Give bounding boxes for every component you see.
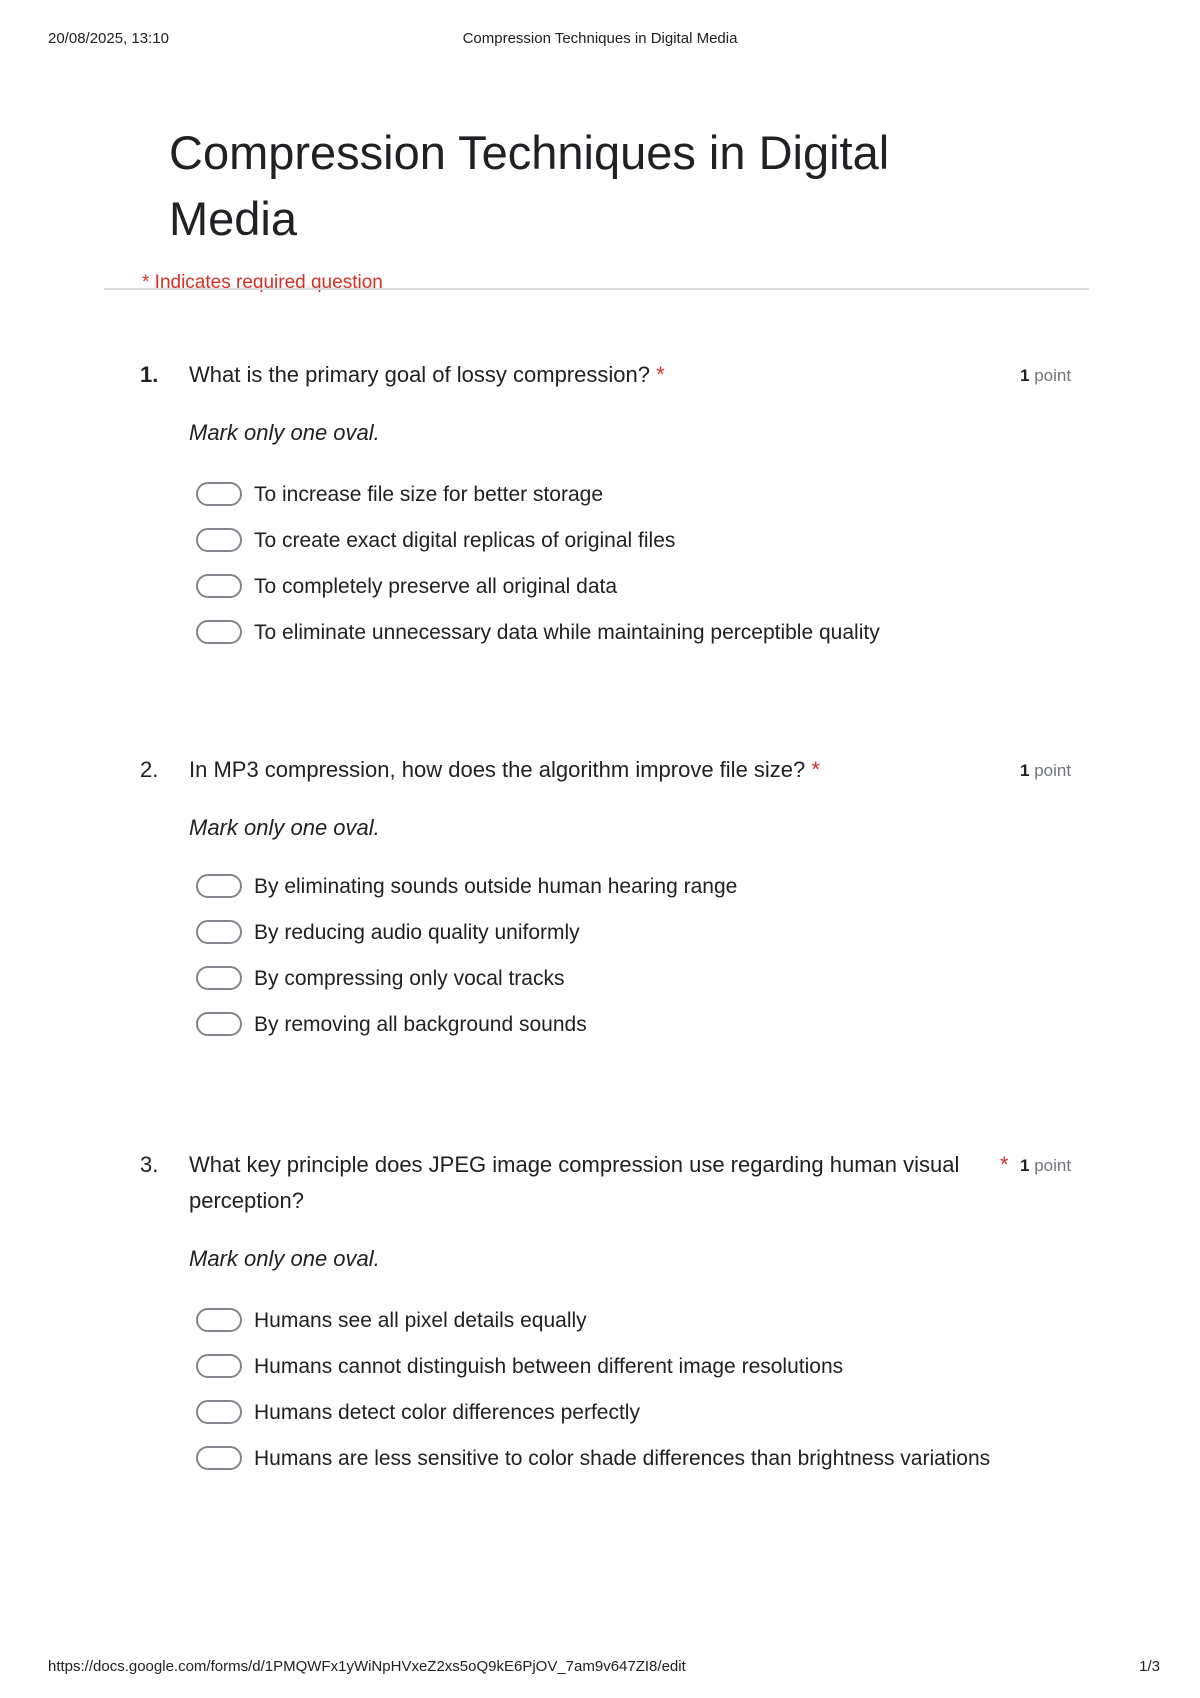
points-unit: point: [1034, 761, 1072, 780]
radio-oval[interactable]: [196, 1446, 242, 1470]
print-datetime: 20/08/2025, 13:10: [48, 30, 169, 47]
option-label: Humans cannot distinguish between different image resolutions: [254, 1355, 844, 1378]
option-label: Humans see all pixel details equally: [254, 1309, 587, 1332]
instruction-text: Mark only one oval.: [189, 420, 380, 445]
print-doc-title: Compression Techniques in Digital Media: [462, 30, 738, 47]
radio-oval[interactable]: [196, 1308, 242, 1332]
option-label: By compressing only vocal tracks: [254, 967, 565, 990]
radio-oval[interactable]: [196, 528, 242, 552]
option-label: By eliminating sounds outside human hearing range: [254, 875, 738, 898]
question-text-label: In MP3 compression, how does the algorithm improve file size?: [189, 757, 806, 782]
form-title: Compression Techniques in Digital Media: [169, 126, 890, 245]
required-asterisk: *: [811, 757, 820, 782]
radio-oval[interactable]: [196, 574, 242, 598]
question-text-label: What is the primary goal of lossy compression?: [189, 362, 650, 387]
question-text: [189, 752, 984, 788]
required-question-note: * Indicates required question: [142, 272, 383, 293]
option-label: Humans are less sensitive to color shade differences than brightness variations: [254, 1447, 991, 1470]
option-label: Humans detect color differences perfectly: [254, 1401, 640, 1424]
points-badge: [1020, 757, 1071, 785]
question-text: What key principle does JPEG image compression use regarding human visual perception?: [189, 1152, 960, 1213]
option-label: By removing all background sounds: [254, 1013, 587, 1036]
option-label: To completely preserve all original data: [254, 575, 618, 598]
radio-oval[interactable]: [196, 1012, 242, 1036]
question-number: 2.: [140, 757, 159, 782]
question-text: [189, 357, 984, 393]
required-asterisk: *: [1000, 1152, 1009, 1177]
points-unit: point: [1034, 366, 1072, 385]
instruction-text: Mark only one oval.: [189, 1246, 380, 1271]
print-header: [0, 30, 1200, 50]
option-label: By reducing audio quality uniformly: [254, 921, 580, 944]
required-asterisk: *: [656, 362, 665, 387]
instruction-text: Mark only one oval.: [189, 815, 380, 840]
title-divider: [104, 288, 1089, 290]
option-label: To increase file size for better storage: [254, 483, 604, 506]
points-unit: point: [1034, 1156, 1072, 1175]
question-number: 3.: [140, 1152, 159, 1177]
points-badge: [1020, 1152, 1071, 1180]
option-label: To create exact digital replicas of original files: [254, 529, 676, 552]
points-badge: [1020, 362, 1071, 390]
radio-oval[interactable]: [196, 966, 242, 990]
radio-oval[interactable]: [196, 482, 242, 506]
question-number: 1.: [140, 362, 159, 387]
radio-oval[interactable]: [196, 874, 242, 898]
radio-oval[interactable]: [196, 620, 242, 644]
option-label: To eliminate unnecessary data while maintaining perceptible quality: [254, 621, 880, 644]
points-value: 1: [1020, 1156, 1030, 1175]
page-url: https://docs.google.com/forms/d/1PMQWFx1yWiNpHVxeZ2xs5oQ9kE6PjOV_7am9v647ZI8/edit: [48, 1658, 686, 1675]
radio-oval[interactable]: [196, 920, 242, 944]
points-value: 1: [1020, 761, 1030, 780]
radio-oval[interactable]: [196, 1354, 242, 1378]
radio-oval[interactable]: [196, 1400, 242, 1424]
points-value: 1: [1020, 366, 1030, 385]
page-number: 1/3: [1139, 1658, 1160, 1675]
